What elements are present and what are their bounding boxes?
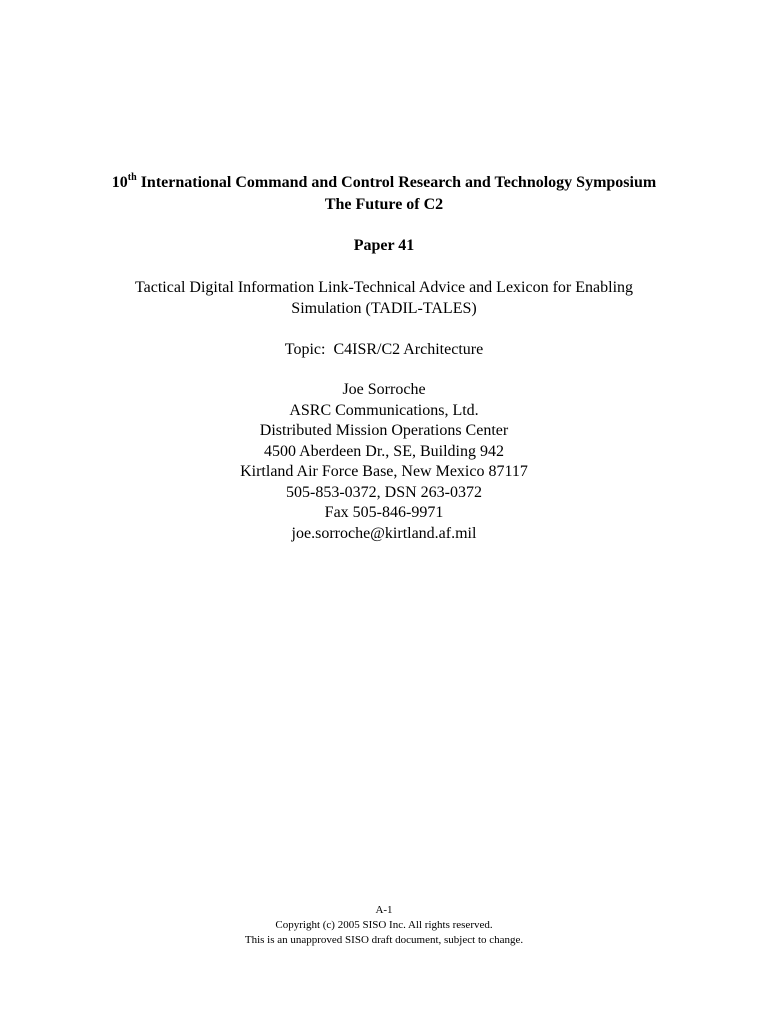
conference-subtitle: The Future of C2 xyxy=(324,196,444,213)
copyright-notice: Copyright (c) 2005 SISO Inc. All rights reserved. xyxy=(275,919,493,931)
author-contact-block xyxy=(0,380,768,544)
author-address-line-2: Kirtland Air Force Base, New Mexico 87117 xyxy=(240,463,528,480)
author-phone: 505-853-0372, DSN 263-0372 xyxy=(286,483,482,501)
paper-title-line-1: Tactical Digital Information Link-Technical Advice and Lexicon for Enabling xyxy=(134,279,634,296)
page-number: A-1 xyxy=(375,904,393,916)
paper-topic: Topic: C4ISR/C2 Architecture xyxy=(284,341,484,358)
author-address-line-1: 4500 Aberdeen Dr., SE, Building 942 xyxy=(264,442,504,460)
conference-title-text: International Command and Control Research and Technology Symposium xyxy=(136,174,657,191)
page-footer xyxy=(0,903,768,948)
paper-title xyxy=(0,277,768,319)
conference-number: 10 xyxy=(111,174,128,191)
author-fax: Fax 505-846-9971 xyxy=(324,504,444,521)
paper-title-line-2: Simulation (TADIL-TALES) xyxy=(291,300,477,317)
author-organization: ASRC Communications, Ltd. xyxy=(289,401,479,419)
conference-title xyxy=(0,172,768,194)
author-name: Joe Sorroche xyxy=(342,381,426,398)
author-email: joe.sorroche@kirtland.af.mil xyxy=(291,524,477,542)
author-department: Distributed Mission Operations Center xyxy=(259,422,509,439)
paper-number: Paper 41 xyxy=(353,237,415,254)
draft-disclaimer: This is an unapproved SISO draft document, subject to change. xyxy=(244,934,524,946)
conference-number-suffix: th xyxy=(127,171,137,183)
